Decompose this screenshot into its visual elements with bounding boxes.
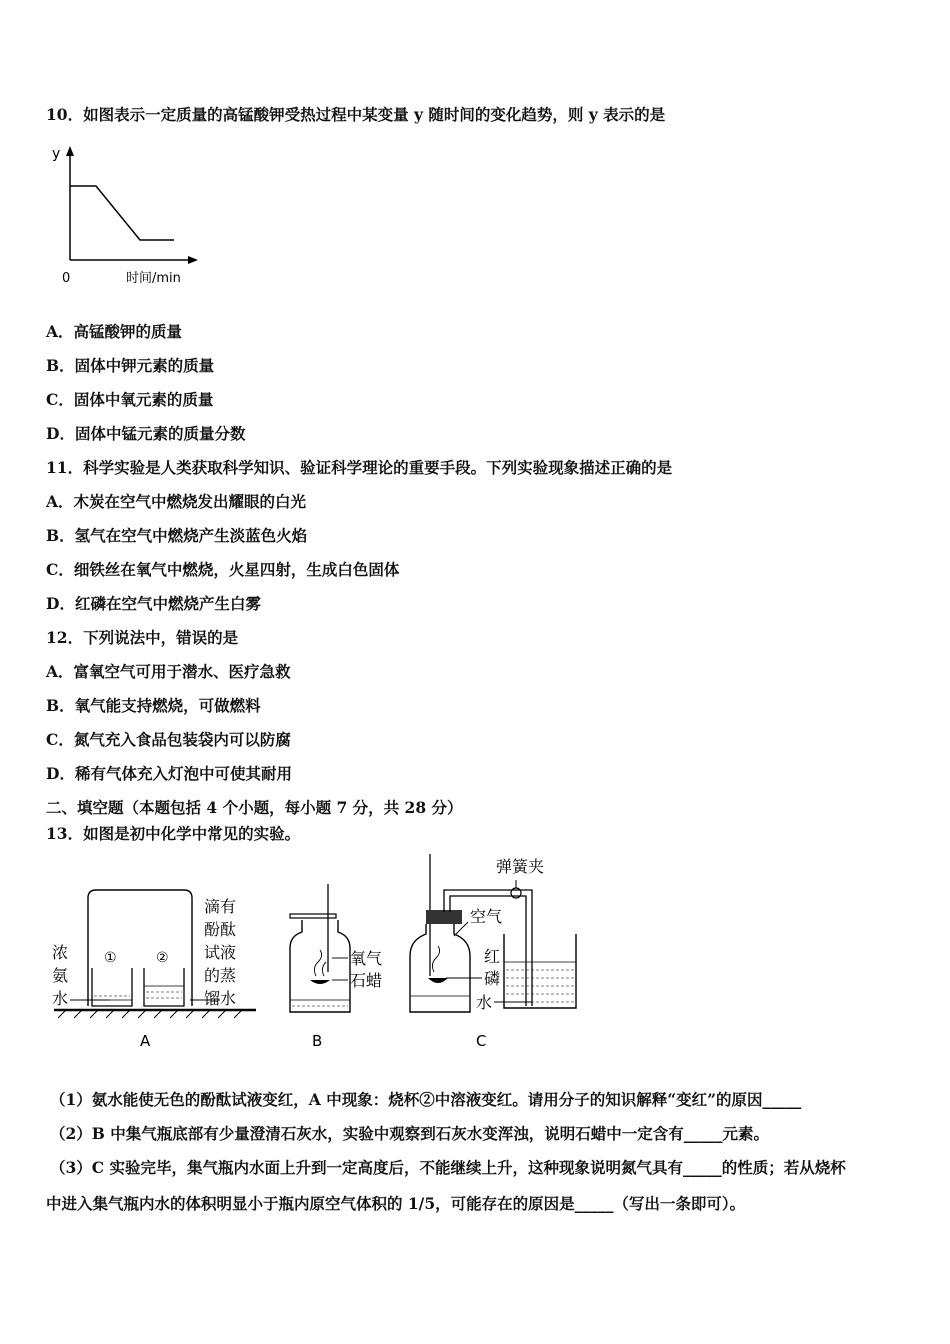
q10-option-c: C．固体中氧元素的质量 [46,390,214,409]
q13-part-2: （2）B 中集气瓶底部有少量澄清石灰水，实验中观察到石灰水变浑浊，说明石蜡中一定含有_____元素。 [50,1124,770,1143]
q10-graph [40,140,210,295]
figure-a [44,882,264,1052]
y-label: y [52,146,61,162]
label-a-right-2: 酚酞 [204,920,237,939]
label-phosphorus-1: 红 [484,947,501,966]
q10-option-d: D．固体中锰元素的质量分数 [46,424,246,443]
label-air: 空气 [470,907,503,926]
label-oxygen: 氧气 [350,949,383,968]
x-axis-arrow [188,256,198,264]
q11-option-b: B．氢气在空气中燃烧产生淡蓝色火焰 [46,526,308,545]
label-water: 水 [476,993,493,1012]
phosphorus-flame [432,946,439,972]
origin-label: 0 [62,271,71,286]
red-phosphorus [428,978,448,983]
q11-option-d: D．红磷在空气中燃烧产生白雾 [46,594,261,613]
label-a-right-3: 试液 [204,943,237,962]
gas-jar-c [410,924,470,1012]
q12-stem: 12．下列说法中，错误的是 [46,628,239,647]
glass-plate [290,914,336,918]
label-beaker-1: ① [104,950,117,966]
beaker-c [504,934,576,1008]
label-beaker-2: ② [156,950,169,966]
beaker-2 [144,968,184,1006]
figure-c [404,850,594,1052]
label-a-right-4: 的蒸 [204,966,237,985]
bell-jar [88,890,192,1006]
rubber-stopper [426,910,462,924]
label-clamp: 弹簧夹 [496,857,545,876]
q12-option-a: A．富氧空气可用于潜水、医疗急救 [46,662,291,681]
q11-option-c: C．细铁丝在氧气中燃烧，火星四射，生成白色固体 [46,560,400,579]
label-a-right-5: 馏水 [204,989,237,1008]
pointer-air [454,922,468,936]
label-phosphorus-2: 磷 [484,969,501,988]
label-a-left-3: 水 [52,989,69,1008]
gas-jar-b [290,920,350,1012]
x-label: 时间/min [126,271,181,286]
q13-part-3: （3）C 实验完毕，集气瓶内水面上升到一定高度后，不能继续上升，这种现象说明氮气具有_____的性质；若从烧杯 [50,1158,846,1177]
q11-stem: 11．科学实验是人类获取科学知识、验证科学理论的重要手段。下列实验现象描述正确的是 [46,458,673,477]
label-a-left-1: 浓 [52,943,69,962]
q12-option-b: B．氧气能支持燃烧，可做燃料 [46,696,261,715]
table-hatching [58,1010,242,1018]
y-axis-arrow [66,146,74,156]
wax-in-spoon [310,980,330,984]
candle-flame [314,950,326,976]
figure-b [280,880,400,1052]
caption-b: B [312,1032,323,1050]
q12-option-d: D．稀有气体充入灯泡中可使其耐用 [46,764,292,783]
q12-option-c: C．氮气充入食品包装袋内可以防腐 [46,730,291,749]
beaker-water-hatch [506,970,574,1002]
label-a-left-2: 氨 [52,966,69,985]
q13-part-1: （1）氨水能使无色的酚酞试液变红，A 中现象：烧杯②中溶液变红。请用分子的知识解释“变红”的原因_____ [50,1090,802,1109]
label-a-right-1: 滴有 [204,897,237,916]
q10-option-a: A．高锰酸钾的质量 [46,322,183,341]
q11-option-a: A．木炭在空气中燃烧发出耀眼的白光 [46,492,307,511]
label-wax: 石蜡 [350,971,383,990]
q13-stem: 13．如图是初中化学中常见的实验。 [46,824,301,843]
section-heading: 二、填空题（本题包括 4 个小题，每小题 7 分，共 28 分） [46,798,463,817]
trend-line [70,186,174,240]
q13-part-3-cont: 中进入集气瓶内水的体积明显小于瓶内原空气体积的 1/5，可能存在的原因是_____（写出一条即可）。 [46,1194,746,1213]
q10-stem: 10．如图表示一定质量的高锰酸钾受热过程中某变量 y 随时间的变化趋势，则 y 表示的是 [46,105,666,124]
q10-option-b: B．固体中钾元素的质量 [46,356,215,375]
caption-c: C [476,1032,487,1050]
caption-a: A [140,1032,151,1050]
